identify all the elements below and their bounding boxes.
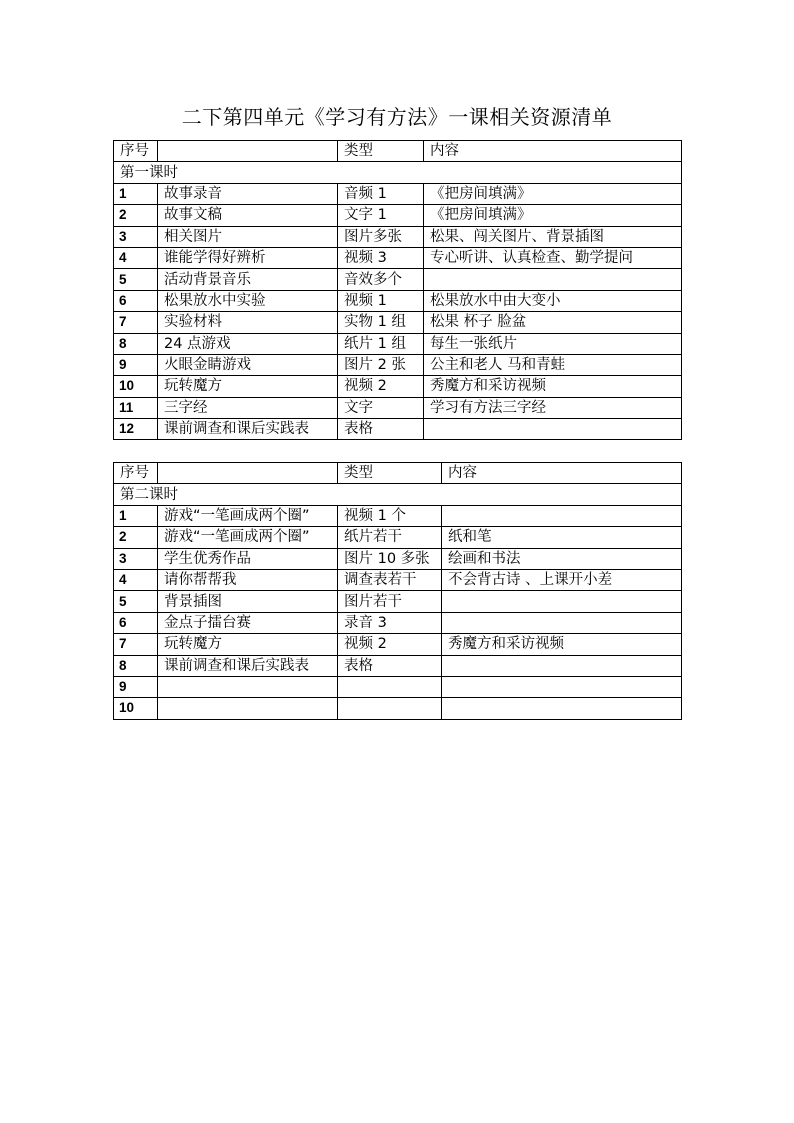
row-type bbox=[338, 698, 442, 719]
row-name: 玩转魔方 bbox=[158, 634, 338, 655]
table-row bbox=[114, 569, 682, 590]
table-row bbox=[114, 269, 682, 290]
row-name: 三字经 bbox=[158, 397, 338, 418]
row-content: 纸和笔 bbox=[442, 527, 682, 548]
row-name: 故事文稿 bbox=[158, 205, 338, 226]
row-type bbox=[338, 676, 442, 697]
row-name: 活动背景音乐 bbox=[158, 269, 338, 290]
row-type: 表格 bbox=[338, 419, 424, 440]
section-row bbox=[114, 162, 682, 183]
row-content: 学习有方法三字经 bbox=[424, 397, 682, 418]
section-title: 第一课时 bbox=[114, 162, 682, 183]
lesson-1-resource-table bbox=[113, 140, 682, 440]
table-row bbox=[114, 612, 682, 633]
row-name: 金点子擂台赛 bbox=[158, 612, 338, 633]
row-type: 音效多个 bbox=[338, 269, 424, 290]
table-row bbox=[114, 312, 682, 333]
header-name bbox=[158, 463, 338, 484]
row-seq: 7 bbox=[114, 312, 158, 333]
row-name: 游戏“一笔画成两个圈” bbox=[158, 505, 338, 526]
row-name: 玩转魔方 bbox=[158, 376, 338, 397]
row-content: 《把房间填满》 bbox=[424, 205, 682, 226]
row-name: 相关图片 bbox=[158, 226, 338, 247]
table-row bbox=[114, 290, 682, 311]
header-content: 内容 bbox=[424, 141, 682, 162]
row-type: 视频 1 bbox=[338, 290, 424, 311]
row-seq: 5 bbox=[114, 269, 158, 290]
table-row bbox=[114, 591, 682, 612]
table-row bbox=[114, 698, 682, 719]
row-name: 课前调查和课后实践表 bbox=[158, 655, 338, 676]
row-type: 图片若干 bbox=[338, 591, 442, 612]
table-row bbox=[114, 548, 682, 569]
row-seq: 6 bbox=[114, 290, 158, 311]
row-type: 图片多张 bbox=[338, 226, 424, 247]
table-row bbox=[114, 376, 682, 397]
row-type: 调查表若干 bbox=[338, 569, 442, 590]
row-content: 每生一张纸片 bbox=[424, 333, 682, 354]
row-content: 《把房间填满》 bbox=[424, 183, 682, 204]
row-seq: 9 bbox=[114, 354, 158, 375]
row-type: 图片 10 多张 bbox=[338, 548, 442, 569]
table-header-row bbox=[114, 141, 682, 162]
row-seq: 3 bbox=[114, 548, 158, 569]
row-content: 松果放水中由大变小 bbox=[424, 290, 682, 311]
row-seq: 8 bbox=[114, 333, 158, 354]
row-type: 纸片若干 bbox=[338, 527, 442, 548]
row-type: 表格 bbox=[338, 655, 442, 676]
row-type: 图片 2 张 bbox=[338, 354, 424, 375]
row-seq: 4 bbox=[114, 247, 158, 268]
header-type: 类型 bbox=[338, 463, 442, 484]
row-type: 音频 1 bbox=[338, 183, 424, 204]
row-name: 实验材料 bbox=[158, 312, 338, 333]
table-row bbox=[114, 354, 682, 375]
section-row bbox=[114, 484, 682, 505]
row-seq: 1 bbox=[114, 505, 158, 526]
row-type: 视频 2 bbox=[338, 376, 424, 397]
header-type: 类型 bbox=[338, 141, 424, 162]
row-type: 纸片 1 组 bbox=[338, 333, 424, 354]
row-seq: 3 bbox=[114, 226, 158, 247]
row-seq: 2 bbox=[114, 527, 158, 548]
row-content bbox=[442, 505, 682, 526]
row-seq: 1 bbox=[114, 183, 158, 204]
table-row bbox=[114, 634, 682, 655]
table-row bbox=[114, 205, 682, 226]
row-content: 松果、闯关图片、背景插图 bbox=[424, 226, 682, 247]
row-seq: 8 bbox=[114, 655, 158, 676]
row-seq: 11 bbox=[114, 397, 158, 418]
table-row bbox=[114, 655, 682, 676]
row-seq: 12 bbox=[114, 419, 158, 440]
row-seq: 2 bbox=[114, 205, 158, 226]
row-seq: 6 bbox=[114, 612, 158, 633]
row-content: 绘画和书法 bbox=[442, 548, 682, 569]
row-seq: 5 bbox=[114, 591, 158, 612]
row-type: 录音 3 bbox=[338, 612, 442, 633]
row-content: 秀魔方和采访视频 bbox=[442, 634, 682, 655]
row-name bbox=[158, 676, 338, 697]
row-seq: 10 bbox=[114, 376, 158, 397]
table-row bbox=[114, 676, 682, 697]
row-content bbox=[442, 698, 682, 719]
table-row bbox=[114, 247, 682, 268]
row-content bbox=[442, 676, 682, 697]
table-header-row bbox=[114, 463, 682, 484]
table-row bbox=[114, 226, 682, 247]
row-name: 松果放水中实验 bbox=[158, 290, 338, 311]
header-content: 内容 bbox=[442, 463, 682, 484]
lesson-2-resource-table bbox=[113, 462, 682, 720]
row-seq: 7 bbox=[114, 634, 158, 655]
row-type: 文字 bbox=[338, 397, 424, 418]
row-content: 公主和老人 马和青蛙 bbox=[424, 354, 682, 375]
row-seq: 4 bbox=[114, 569, 158, 590]
row-name: 24 点游戏 bbox=[158, 333, 338, 354]
row-type: 实物 1 组 bbox=[338, 312, 424, 333]
row-content bbox=[442, 591, 682, 612]
table-row bbox=[114, 505, 682, 526]
page-title: 二下第四单元《学习有方法》一课相关资源清单 bbox=[181, 105, 613, 129]
row-content bbox=[424, 419, 682, 440]
row-name: 游戏“一笔画成两个圈” bbox=[158, 527, 338, 548]
row-name bbox=[158, 698, 338, 719]
row-content bbox=[442, 655, 682, 676]
row-name: 故事录音 bbox=[158, 183, 338, 204]
row-content: 秀魔方和采访视频 bbox=[424, 376, 682, 397]
row-name: 背景插图 bbox=[158, 591, 338, 612]
row-type: 视频 3 bbox=[338, 247, 424, 268]
row-name: 请你帮帮我 bbox=[158, 569, 338, 590]
row-seq: 9 bbox=[114, 676, 158, 697]
table-row bbox=[114, 397, 682, 418]
row-type: 视频 2 bbox=[338, 634, 442, 655]
row-content bbox=[442, 612, 682, 633]
row-seq: 10 bbox=[114, 698, 158, 719]
table-row bbox=[114, 183, 682, 204]
table-row bbox=[114, 527, 682, 548]
row-name: 学生优秀作品 bbox=[158, 548, 338, 569]
row-name: 火眼金睛游戏 bbox=[158, 354, 338, 375]
section-title: 第二课时 bbox=[114, 484, 682, 505]
header-name bbox=[158, 141, 338, 162]
row-content bbox=[424, 269, 682, 290]
row-name: 谁能学得好辨析 bbox=[158, 247, 338, 268]
row-content: 松果 杯子 脸盆 bbox=[424, 312, 682, 333]
table-row bbox=[114, 333, 682, 354]
row-content: 专心听讲、认真检查、勤学提问 bbox=[424, 247, 682, 268]
row-content: 不会背古诗 、上课开小差 bbox=[442, 569, 682, 590]
row-type: 文字 1 bbox=[338, 205, 424, 226]
table-row bbox=[114, 419, 682, 440]
header-seq: 序号 bbox=[114, 141, 158, 162]
row-name: 课前调查和课后实践表 bbox=[158, 419, 338, 440]
header-seq: 序号 bbox=[114, 463, 158, 484]
row-type: 视频 1 个 bbox=[338, 505, 442, 526]
